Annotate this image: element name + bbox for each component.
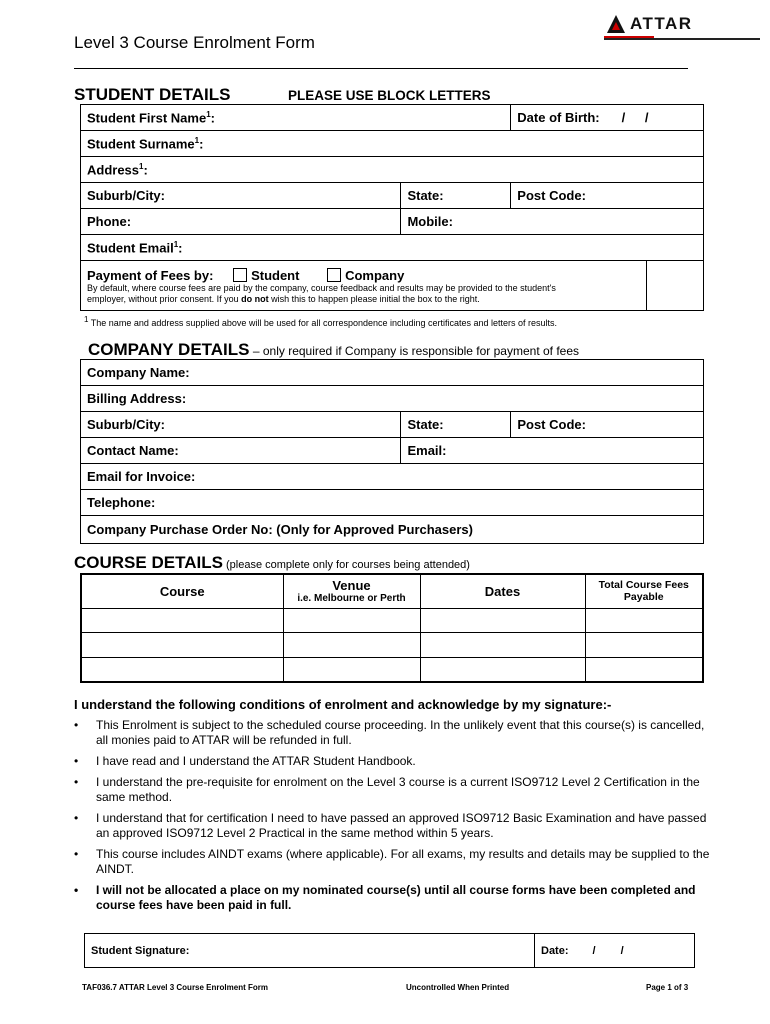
company-name-field[interactable]: Company Name: [81,360,704,386]
list-item: • This Enrolment is subject to the scheduled course proceeding. In the unlikely event that this course(s) is cancelled, all monies paid to ATTAR will be refunded in full. [74,718,714,748]
course-cell[interactable] [81,608,283,632]
student-email-field[interactable]: Student Email$^1$: [81,235,704,261]
address-field[interactable]: Address$^1$: [81,157,704,183]
footer-uncontrolled: Uncontrolled When Printed [406,983,510,992]
company-payment-label: Company [345,268,405,283]
address-footnote: 1 The name and address supplied above will be used for all correspondence including certificates and letters of results. [84,315,558,328]
logo-wordmark: ATTAR [630,14,693,33]
student-details-heading: STUDENT DETAILS [74,85,231,104]
company-details-table [80,359,704,544]
conditions-list [74,718,714,919]
signature-table [84,933,695,968]
title-underline [74,68,688,69]
list-item: • I understand that for certification I need to have passed an approved ISO9712 Basic Examination and have passed an approved ISO9712 Level 2 Practical in the same method within 5 years. [74,811,714,841]
fees-cell[interactable] [585,632,703,657]
dates-column-header: Dates [420,574,585,608]
list-item: • I will not be allocated a place on my nominated course(s) until all course forms have been completed and course fees have been paid in full. [74,883,714,913]
list-item: • I have read and I understand the ATTAR Student Handbook. [74,754,714,769]
student-signature-field[interactable]: Student Signature: [85,934,535,968]
student-payment-label: Student [251,268,300,283]
venue-cell[interactable] [283,608,420,632]
company-state-field[interactable]: State: [401,412,511,438]
initial-box[interactable] [647,261,704,311]
dates-cell[interactable] [420,632,585,657]
company-suburb-field[interactable]: Suburb/City: [81,412,401,438]
venue-column-header: Venue i.e. Melbourne or Perth [283,574,420,608]
contact-name-field[interactable]: Contact Name: [81,438,401,464]
phone-field[interactable]: Phone: [81,209,401,235]
company-post-code-field[interactable]: Post Code: [511,412,704,438]
fees-cell[interactable] [585,608,703,632]
venue-cell[interactable] [283,657,420,682]
conditions-heading: I understand the following conditions of enrolment and acknowledge by my signature:- [74,697,612,712]
purchase-order-field[interactable]: Company Purchase Order No: (Only for Approved Purchasers) [81,516,704,544]
table-row [81,608,703,632]
dates-cell[interactable] [420,608,585,632]
course-details-heading: COURSE DETAILS (please complete only for courses being attended) [74,553,470,572]
company-email-field[interactable]: Email: [401,438,704,464]
logo-rule [604,38,760,40]
state-field[interactable]: State: [401,183,511,209]
course-cell[interactable] [81,657,283,682]
list-item: • I understand the pre-requisite for enrolment on the Level 3 course is a current ISO9712 Level 2 Certification in the same method. [74,775,714,805]
footer-form-code: TAF036.7 ATTAR Level 3 Course Enrolment Form [82,983,268,992]
course-cell[interactable] [81,632,283,657]
telephone-field[interactable]: Telephone: [81,490,704,516]
logo-accent-rule [604,36,654,38]
signature-date-field[interactable]: Date: / / [535,934,695,968]
payment-options [87,268,640,283]
dates-cell[interactable] [420,657,585,682]
fees-column-header: Total Course Fees Payable [585,574,703,608]
fees-note-line-1: By default, where course fees are paid by the company, course feedback and results may be provided to the student's [87,283,556,293]
student-surname-field[interactable]: Student Surname$^1$: [81,131,704,157]
post-code-field[interactable]: Post Code: [511,183,704,209]
invoice-email-field[interactable]: Email for Invoice: [81,464,704,490]
attar-logo [604,12,764,42]
fees-cell[interactable] [585,657,703,682]
payment-label: Payment of Fees by: [87,268,214,283]
course-column-header: Course [81,574,283,608]
date-of-birth-field[interactable]: Date of Birth: / / [511,105,704,131]
billing-address-field[interactable]: Billing Address: [81,386,704,412]
attar-logo-icon [606,14,626,34]
payment-of-fees-row [81,261,647,311]
suburb-city-field[interactable]: Suburb/City: [81,183,401,209]
venue-cell[interactable] [283,632,420,657]
student-first-name-field[interactable]: Student First Name$^1$: [81,105,511,131]
fees-note-line-2: employer, without prior consent. If you do not wish this to happen please initial the box to the right. [87,294,480,304]
student-payment-checkbox[interactable] [233,268,247,282]
block-letters-instruction: PLEASE USE BLOCK LETTERS [288,88,491,103]
table-row [81,657,703,682]
company-payment-checkbox[interactable] [327,268,341,282]
table-row [81,632,703,657]
list-item: • This course includes AINDT exams (where applicable). For all exams, my results and details may be supplied to the AINDT. [74,847,714,877]
mobile-field[interactable]: Mobile: [401,209,704,235]
page-title: Level 3 Course Enrolment Form [74,33,315,52]
footer-page-number: Page 1 of 3 [646,983,689,992]
company-details-heading: COMPANY DETAILS – only required if Company is responsible for payment of fees [88,340,580,359]
course-table [80,573,704,683]
student-details-table [80,104,704,311]
